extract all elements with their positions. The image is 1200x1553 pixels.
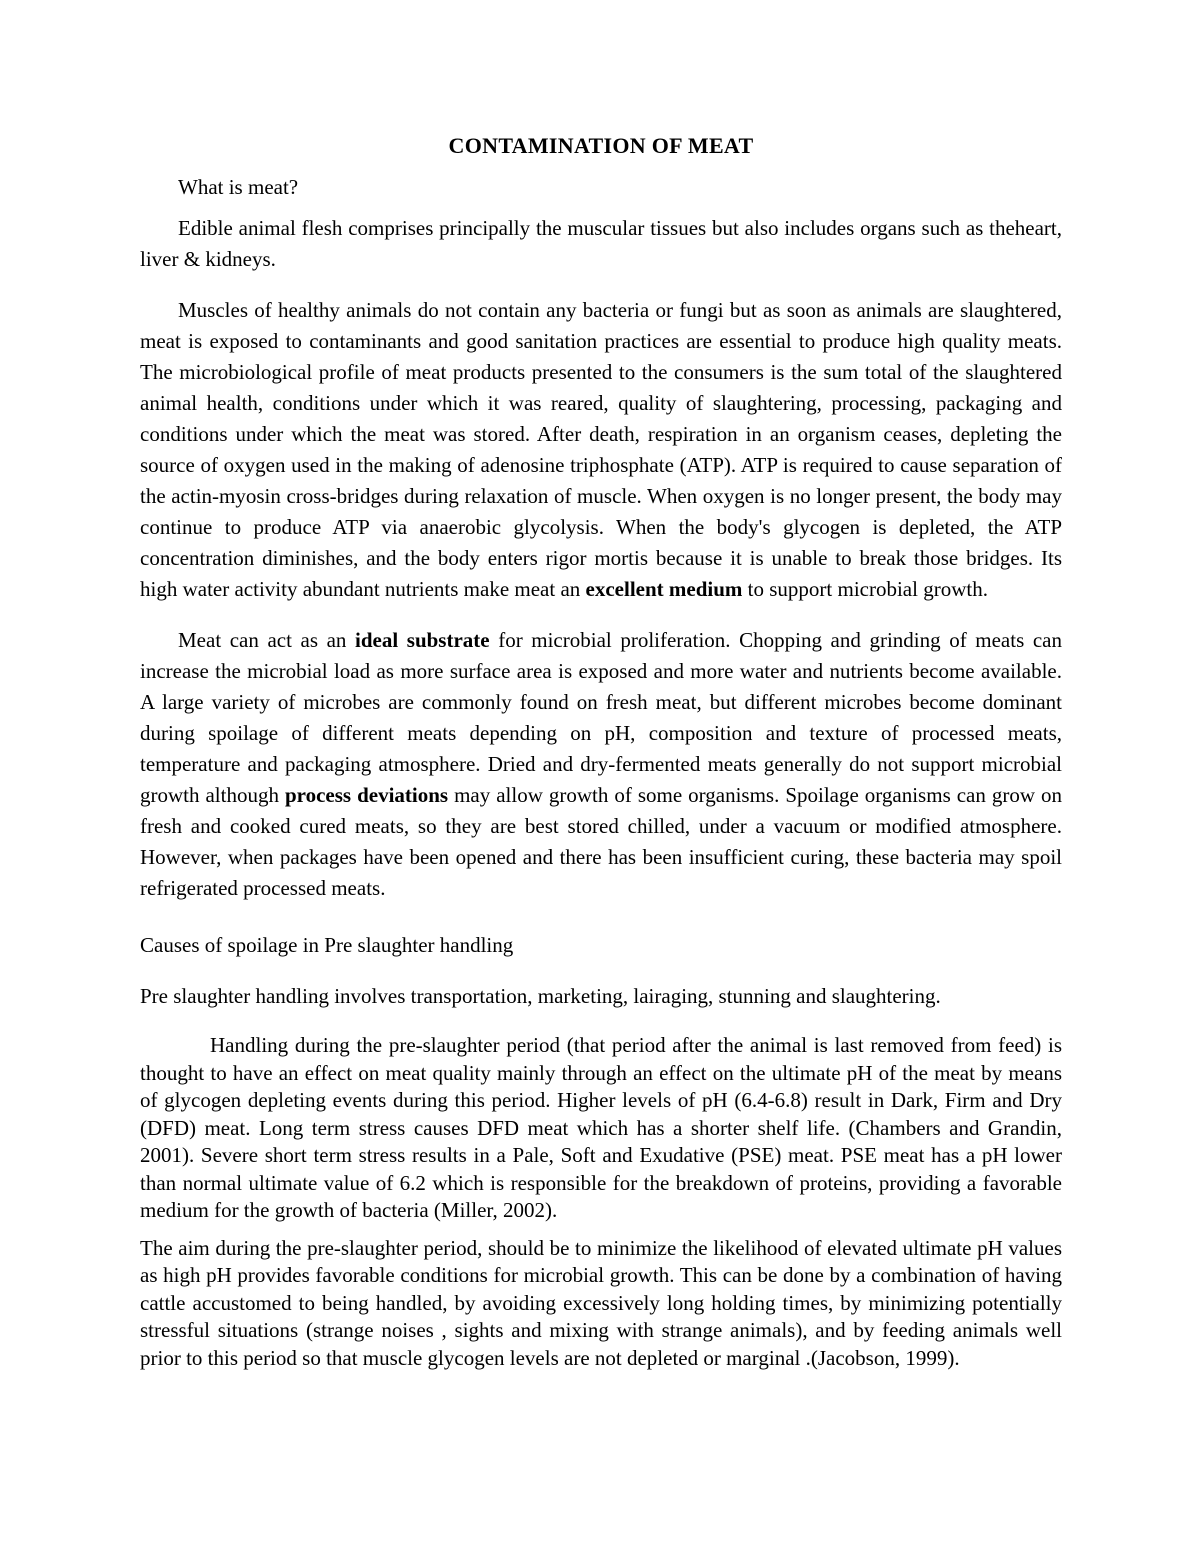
pre-slaughter-summary: Pre slaughter handling involves transportation, marketing, lairaging, stunning and slaughtering. bbox=[140, 984, 941, 1008]
substrate-paragraph-middle: for microbial proliferation. Chopping and grinding of meats can increase the microbial load as more surface area is exposed and more water and nutrients become available. A large variety of microbes are commonly found on fresh meat, but different microbes become dominant during spoilage of different meats depending on pH, composition and texture of processed meats, temperature and packaging atmosphere. Dried and dry-fermented meats generally do not support microbial growth although bbox=[140, 628, 1062, 807]
substrate-paragraph-start: Meat can act as an bbox=[178, 628, 356, 652]
substrate-paragraph bbox=[140, 625, 1062, 904]
muscle-paragraph bbox=[140, 295, 1062, 605]
bold-ideal-substrate: ideal substrate bbox=[355, 628, 490, 652]
bold-excellent-medium: excellent medium bbox=[585, 577, 743, 601]
definition-paragraph: Edible animal flesh comprises principally the muscular tissues but also includes organs such as theheart, liver & kidneys. bbox=[140, 216, 1062, 271]
muscle-paragraph-end: to support microbial growth. bbox=[742, 577, 988, 601]
page-title: CONTAMINATION OF MEAT bbox=[448, 133, 754, 158]
substrate-paragraph-end: may allow growth of some organisms. Spoilage organisms can grow on fresh and cooked cured meats, so they are best stored chilled, under a vacuum or modified atmosphere. However, when packages have been opened and there has been insufficient curing, these bacteria may spoil refrigerated processed meats. bbox=[140, 783, 1063, 900]
aim-paragraph: The aim during the pre-slaughter period, should be to minimize the likelihood of elevated ultimate pH values as high pH provides favorable conditions for microbial growth. This can be done by a combination of having cattle accustomed to being handled, by avoiding excessively long holding times, by minimizing potentially stressful situations (strange noises , sights and mixing with strange animals), and by feeding animals well prior to this period so that muscle glycogen levels are not depleted or marginal .(Jacobson, 1999). bbox=[140, 1235, 1062, 1370]
question-heading: What is meat? bbox=[178, 175, 299, 199]
muscle-paragraph-text: Muscles of healthy animals do not contain any bacteria or fungi but as soon as animals are slaughtered, meat is exposed to contaminants and good sanitation practices are essential to produce high quality meats. The microbiological profile of meat products presented to the consumers is the sum total of the slaughtered animal health, conditions under which it was reared, quality of slaughtering, processing, packaging and conditions under which the meat was stored. After death, respiration in an organism ceases, depleting the source of oxygen used in the making of adenosine triphosphate (ATP). ATP is required to cause separation of the actin-myosin cross-bridges during relaxation of muscle. When oxygen is no longer present, the body may continue to produce ATP via anaerobic glycolysis. When the body's glycogen is depleted, the ATP concentration diminishes, and the body enters rigor mortis because it is unable to break those bridges. Its high water activity abundant nutrients make meat an bbox=[140, 298, 1062, 601]
bold-process-deviations: process deviations bbox=[284, 783, 449, 807]
section-heading: Causes of spoilage in Pre slaughter handling bbox=[140, 933, 514, 957]
document-page bbox=[140, 130, 1062, 1372]
handling-paragraph: Handling during the pre-slaughter period (that period after the animal is last removed from feed) is thought to have an effect on meat quality mainly through an effect on the ultimate pH of the meat by means of glycogen depleting events during this period. Higher levels of pH (6.4-6.8) result in Dark, Firm and Dry (DFD) meat. Long term stress causes DFD meat which has a shorter shelf life. (Chambers and Grandin, 2001). Severe short term stress results in a Pale, Soft and Exudative (PSE) meat. PSE meat has a pH lower than normal ultimate value of 6.2 which is responsible for the breakdown of proteins, providing a favorable medium for the growth of bacteria (Miller, 2002). bbox=[140, 1033, 1062, 1222]
